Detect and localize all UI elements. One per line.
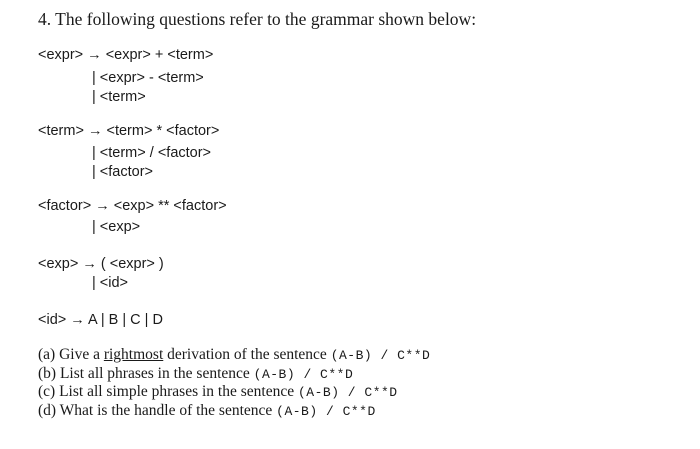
expr-rule: <expr> → <expr> + <term>	[38, 47, 214, 63]
expr-alt-term: | <term>	[92, 89, 146, 105]
part-c-sentence: (A-B) / C**D	[297, 385, 398, 400]
part-d-prefix: (d) What is the handle of the sentence	[38, 402, 273, 419]
part-d-sentence: (A-B) / C**D	[276, 404, 376, 419]
expr-alt-minus: | <expr> - <term>	[92, 70, 204, 86]
term-alt-factor: | <factor>	[92, 164, 153, 180]
part-a-emphasis: rightmost	[103, 346, 164, 363]
factor-rule: <factor> → <exp> ** <factor>	[38, 198, 227, 214]
part-b	[38, 365, 353, 383]
factor-alt-exp: | <exp>	[92, 219, 141, 235]
term-alt-divide: | <term> / <factor>	[92, 145, 212, 161]
question-title: 4. The following questions refer to the grammar shown below:	[38, 9, 477, 29]
part-d	[38, 402, 376, 420]
term-rule: <term> → <term> * <factor>	[38, 123, 220, 139]
part-b-prefix: (b) List all phrases in the sentence	[38, 365, 250, 382]
exp-alt-id: | <id>	[92, 275, 129, 291]
part-a-suffix: derivation of the sentence	[163, 346, 327, 363]
part-c-prefix: (c) List all simple phrases in the sentence	[38, 383, 295, 400]
id-rule: <id> → A | B | C | D	[38, 312, 163, 328]
part-a	[38, 346, 430, 364]
exp-rule: <exp> → ( <expr> )	[38, 256, 164, 272]
part-c	[38, 383, 398, 401]
part-a-sentence: (A-B) / C**D	[330, 348, 431, 363]
part-a-prefix: (a) Give a	[38, 346, 104, 363]
part-b-sentence: (A-B) / C**D	[253, 367, 354, 382]
